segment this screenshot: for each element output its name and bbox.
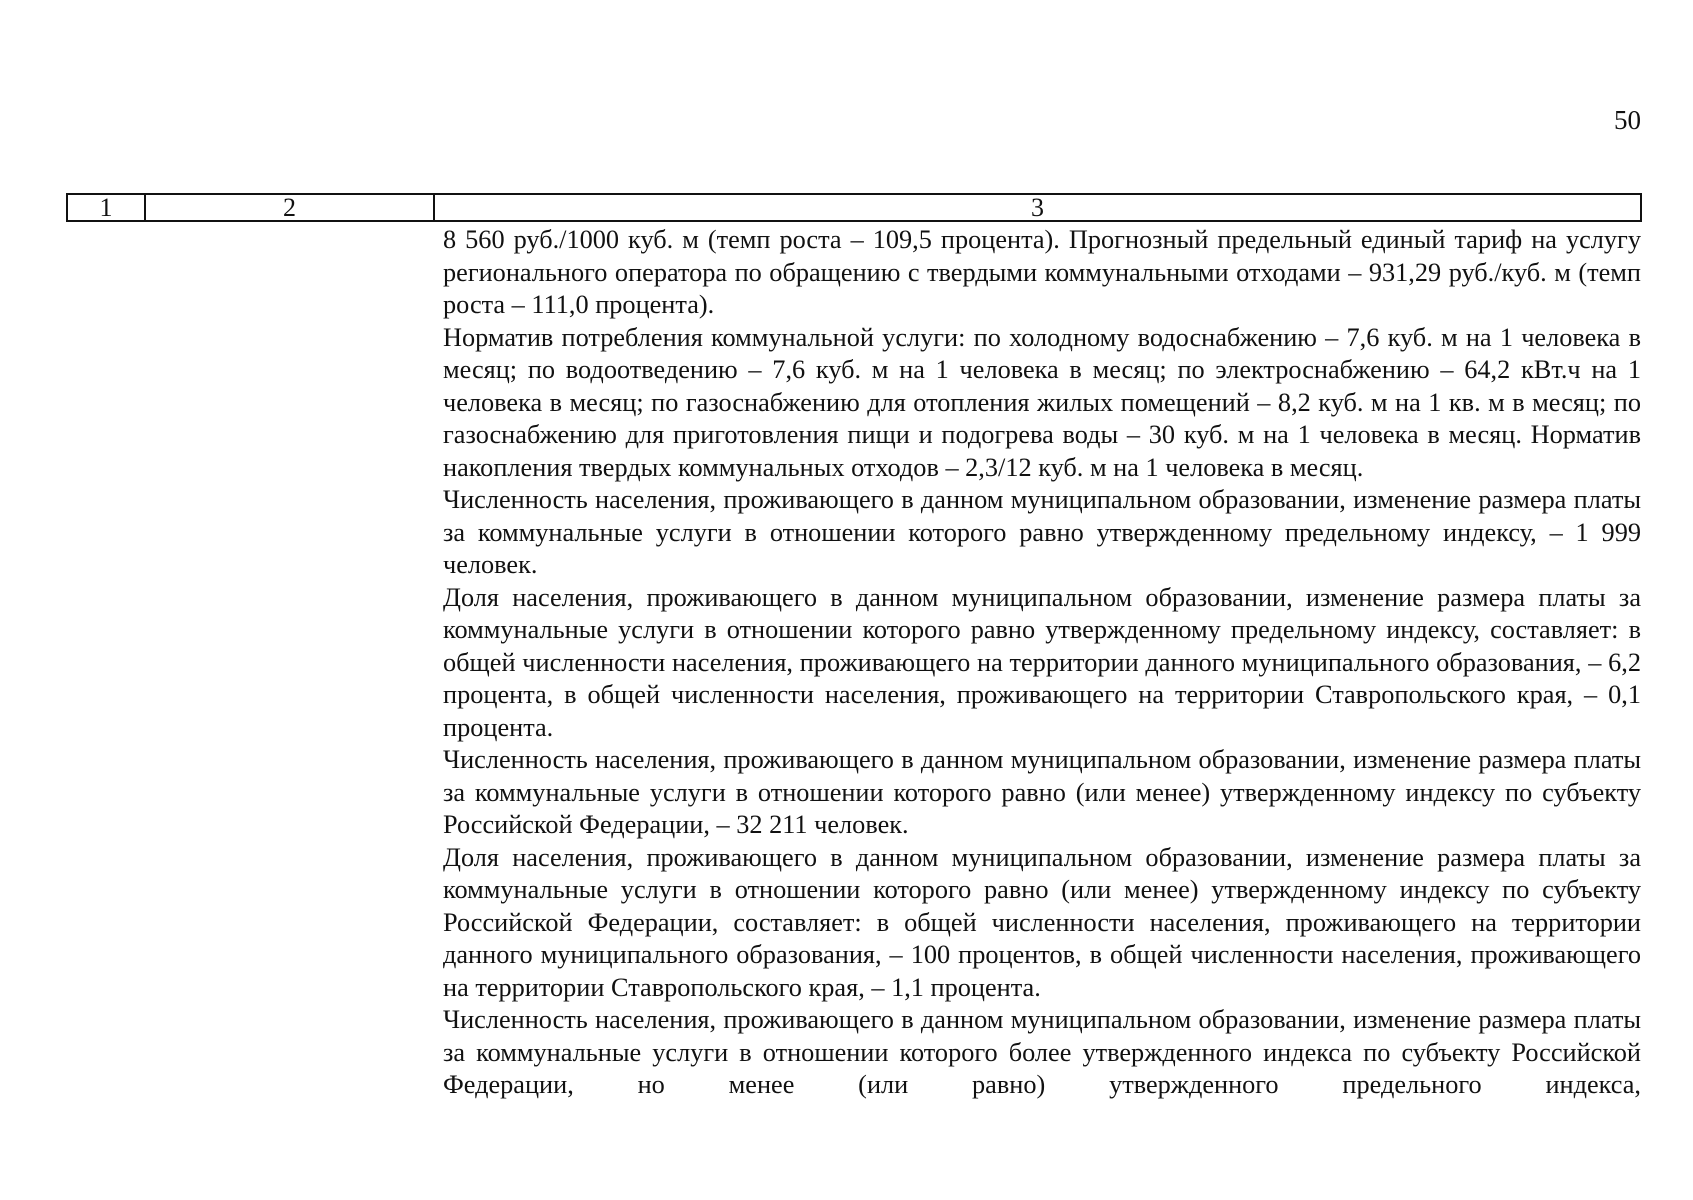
table-column-3-content bbox=[443, 224, 1641, 1102]
paragraph-population-equal-limit-index: Численность населения, проживающего в данном муниципальном образовании, изменение размера платы за коммунальные услуги в отношении которого равно утвержденному предельному индексу, – 1 999 человек. bbox=[443, 485, 1641, 579]
column-number-1: 1 bbox=[68, 195, 146, 220]
paragraph-tariff: 8 560 руб./1000 куб. м (темп роста – 109,5 процента). Прогнозный предельный единый тариф на услугу регионального оператора по обращению с твердыми коммунальными отходами – 931,29 руб./куб. м (темп роста – 111,0 процента). bbox=[443, 225, 1641, 319]
paragraph-consumption-norms: Норматив потребления коммунальной услуги: по холодному водоснабжению – 7,6 куб. м на 1 человека в месяц; по водоотведению – 7,6 куб. м на 1 человека в месяц; по электроснабжению – 64,2 кВт.ч на 1 человека в месяц; по газоснабжению для отопления жилых помещений – 8,2 куб. м на 1 кв. м в месяц; по газоснабжению для приготовления пищи и подогрева воды – 30 куб. м на 1 человека в месяц. Норматив накопления твердых коммунальных отходов – 2,3/12 куб. м на 1 человека в месяц. bbox=[443, 322, 1641, 482]
table-header-row bbox=[66, 193, 1642, 222]
paragraph-population-above-regional-index: Численность населения, проживающего в данном муниципальном образовании, изменение размера платы за коммунальные услуги в отношении которого более утвержденного индекса по субъекту Российской Федерации, но менее (или равно) утвержденного предельного индекса, bbox=[443, 1005, 1641, 1099]
page-number: 50 bbox=[1614, 105, 1641, 135]
paragraph-population-regional-index: Численность населения, проживающего в данном муниципальном образовании, изменение размера платы за коммунальные услуги в отношении которого равно (или менее) утвержденному индексу по субъекту Российской Федерации, – 32 211 человек. bbox=[443, 745, 1641, 839]
paragraph-share-regional-index: Доля населения, проживающего в данном муниципальном образовании, изменение размера платы за коммунальные услуги в отношении которого равно (или менее) утвержденному индексу по субъекту Российской Федерации, составляет: в общей численности населения, проживающего на территории данного муниципального образования, – 100 процентов, в общей численности населения, проживающего на территории Ставропольского края, – 1,1 процента. bbox=[443, 842, 1641, 1002]
column-number-3: 3 bbox=[1031, 193, 1044, 222]
paragraph-share-equal-limit-index: Доля населения, проживающего в данном муниципальном образовании, изменение размера платы за коммунальные услуги в отношении которого равно утвержденному предельному индексу, составляет: в общей численности населения, проживающего на территории данного муниципального образования, – 6,2 процента, в общей численности населения, проживающего на территории Ставропольского края, – 0,1 процента. bbox=[443, 582, 1641, 742]
column-number-2: 2 bbox=[146, 195, 435, 220]
